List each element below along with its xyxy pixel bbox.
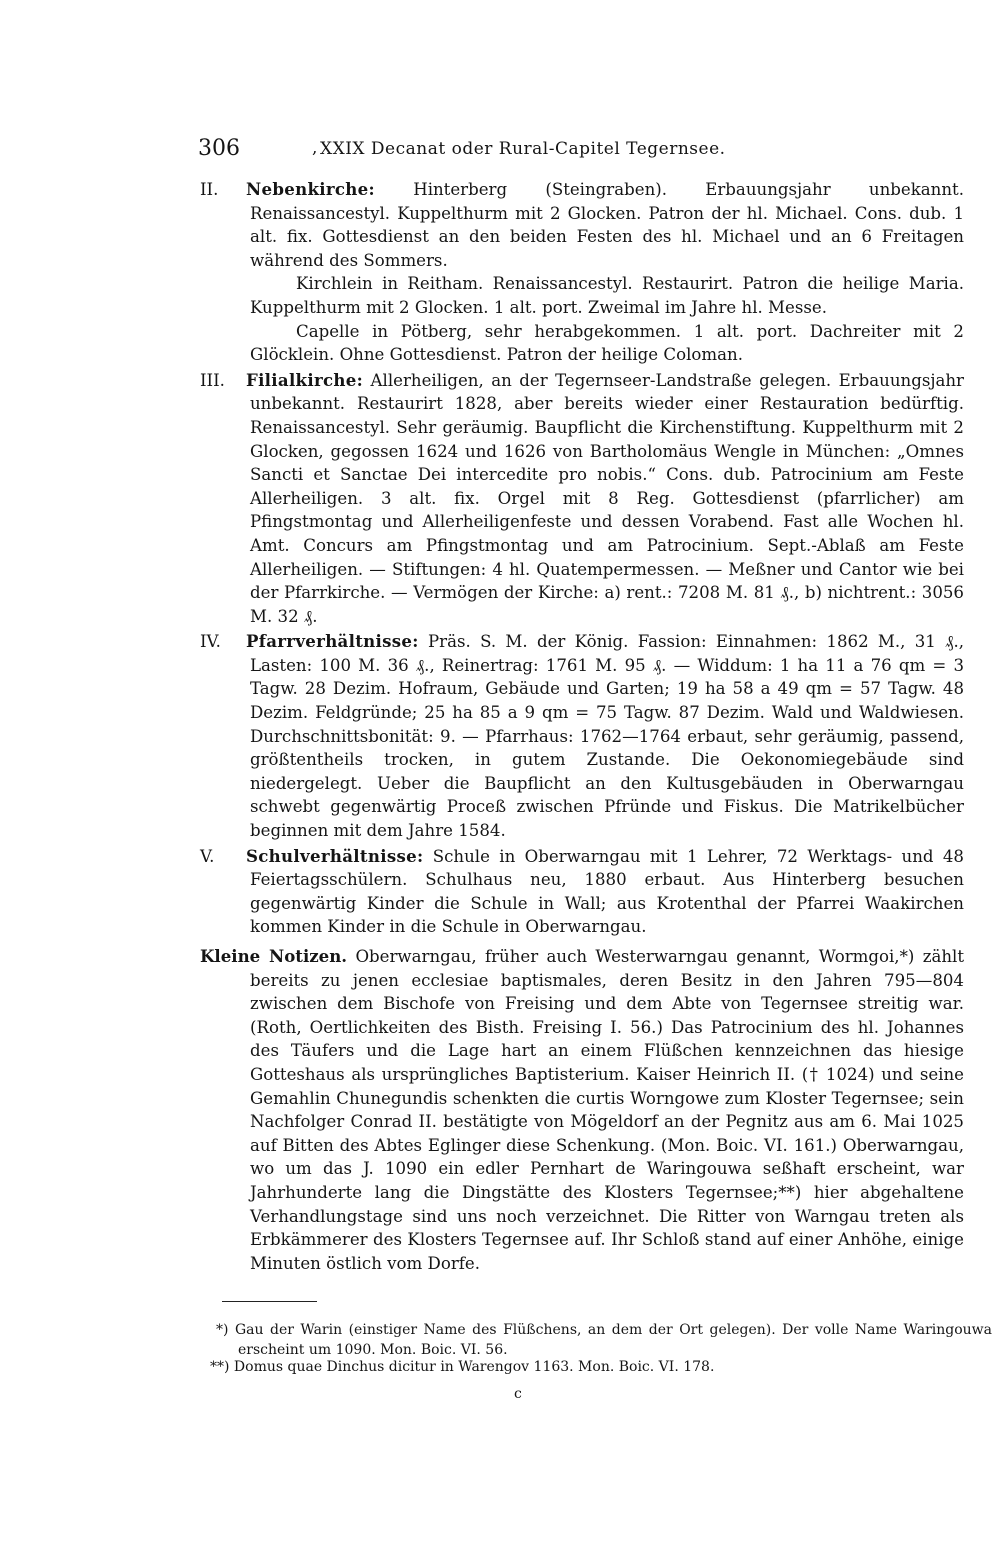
section-number: V. (200, 846, 215, 866)
section-schulverhaeltnisse (200, 845, 964, 939)
section-pfarrverhaeltnisse (200, 630, 964, 842)
subentry-poetberg: Capelle in Pötberg, sehr herabgekommen. 1 alt. port. Dachreiter mit 2 Glöcklein. Ohne Gottesdienst. Patron der heilige Coloman. (250, 321, 964, 365)
section-number: IV. (200, 632, 221, 652)
section-number: II. (200, 180, 219, 199)
body-text (200, 178, 964, 1275)
section-label: Nebenkirche: (246, 179, 375, 199)
section-number: III. (200, 370, 225, 390)
header-mark: , (312, 138, 318, 158)
section-text: Allerheiligen, an der Tegernseer-Landstraße gelegen. Erbauungsjahr unbekannt. Restaurirt 1828, aber bereits wieder einer Restauration bedürftig. Renaissancestyl. Sehr geräumig. Baupflicht die Kirchenstiftung. Kuppelthurm mit 2 Glocken, gegossen 1624 und 1626 von Bartholomäus Wengle in München: „Omnes Sancti et Sanctae Dei intercedite pro nobis.“ Cons. dub. Patrocinium am Feste Allerheiligen. 3 alt. fix. Orgel mit 8 Reg. Gottesdienst (pfarrlicher) am Pfingstmontag und Allerheiligenfeste und dessen Vorabend. Fast alle Wochen hl. Amt. Concurs am Pfingstmontag und am Patrocinium. Sept.-Ablaß am Feste Allerheiligen. — Stiftungen: 4 hl. Quatempermessen. — Meßner und Cantor wie bei der Pfarrkirche. — Vermögen der Kirche: a) rent.: 7208 M. 81 ₰., b) nichtrent.: 3056 M. 32 ₰. (250, 370, 964, 626)
section-nebenkirche (200, 178, 964, 272)
section-label: Pfarrverhältnisse: (246, 631, 419, 652)
section-kleine-notizen (200, 945, 964, 1275)
notes-label: Kleine Notizen. (200, 946, 348, 966)
running-title: XXIX Decanat oder Rural-Capitel Tegernsee. (320, 139, 726, 159)
section-text: Schule in Oberwarngau mit 1 Lehrer, 72 Werktags- und 48 Feiertagsschülern. Schulhaus neu, 1880 erbaut. Aus Hinterberg besuchen gegenwärtig Kinder die Schule in Wall; aus Krotenthal der Pfarrei Waakirchen kommen Kinder in die Schule in Oberwarngau. (250, 846, 964, 937)
page-header (0, 136, 1000, 166)
section-text: Hinterberg (Steingraben). Erbauungsjahr unbekannt. Renaissancestyl. Kuppelthurm mit 2 Glocken. Patron der hl. Michael. Cons. dub. 1 alt. fix. Gottesdienst an den beiden Festen des hl. Michael und an 6 Freitagen während des Sommers. (250, 180, 965, 270)
notes-text: Oberwarngau, früher auch Westerwarngau genannt, Wormgoi,*) zählt bereits zu jenen ecclesiae baptismales, deren Besitz in den Jahren 795—804 zwischen dem Bischofe von Freising und dem Abte von Tegernsee streitig war. (Roth, Oertlichkeiten des Bisth. Freising I. 56.) Das Patrocinium des hl. Johannes des Täufers und die Lage hart an einem Flüßchen kennzeichnen das hiesige Gotteshaus als ursprüngliches Baptisterium. Kaiser Heinrich II. († 1024) und seine Gemahlin Chunegundis schenkten die curtis Worngowe zum Kloster Tegernsee; sein Nachfolger Conrad II. bestätigte von Mögeldorf an der Pegnitz aus am 6. Mai 1025 auf Bitten des Abtes Eglinger diese Schenkung. (Mon. Boic. VI. 161.) Oberwarngau, wo um das J. 1090 ein edler Pernhart de Waringouwa seßhaft erscheint, war Jahrhunderte lang die Dingstätte des Klosters Tegernsee;**) hier abgehaltene Verhandlungstage sind uns noch verzeichnet. Die Ritter von Warngau treten als Erbkämmerer des Klosters Tegernsee auf. Ihr Schloß stand auf einer Anhöhe, einige Minuten östlich vom Dorfe. (250, 947, 964, 1273)
section-text: Präs. S. M. der König. Fassion: Einnahmen: 1862 M., 31 ₰., Lasten: 100 M. 36 ₰., Reinertrag: 1761 M. 95 ₰. — Widdum: 1 ha 11 a 76 qm = 3 Tagw. 28 Dezim. Hofraum, Gebäude und Garten; 19 ha 58 a 49 qm = 57 Tagw. 48 Dezim. Feldgründe; 25 ha 85 a 9 qm = 75 Tagw. 87 Dezim. Wald und Waldwiesen. Durchschnittsbonität: 9. — Pfarrhaus: 1762—1764 erbaut, sehr geräumig, passend, größtentheils trocken, in gutem Zustande. Die Oekonomiegebäude sind niedergelegt. Ueber die Baupflicht an den Kultusgebäuden in Oberwarngau schwebt gegenwärtig Proceß zwischen Pfründe und Fiskus. Die Matrikelbücher beginnen mit dem Jahre 1584. (250, 632, 964, 841)
section-label: Filialkirche: (246, 369, 364, 390)
footnote-2: **) Domus quae Dinchus dicitur in Warengov 1163. Mon. Boic. VI. 178. (210, 1359, 715, 1375)
subentry-reitham: Kirchlein in Reitham. Renaissancestyl. Restaurirt. Patron die heilige Maria. Kuppelthurm mit 2 Glocken. 1 alt. port. Zweimal im Jahre hl. Messe. (250, 274, 964, 317)
footnote-divider (222, 1301, 317, 1302)
section-label: Schulverhältnisse: (246, 845, 424, 866)
bottom-mark: c (514, 1386, 522, 1402)
section-filialkirche (200, 369, 964, 629)
page-number: 306 (198, 136, 240, 161)
footnote-1: *) Gau der Warin (einstiger Name des Flüßchens, an dem der Ort gelegen). Der volle Name Waringouwa erscheint um 1090. Mon. Boic. VI. 56. (216, 1322, 992, 1358)
